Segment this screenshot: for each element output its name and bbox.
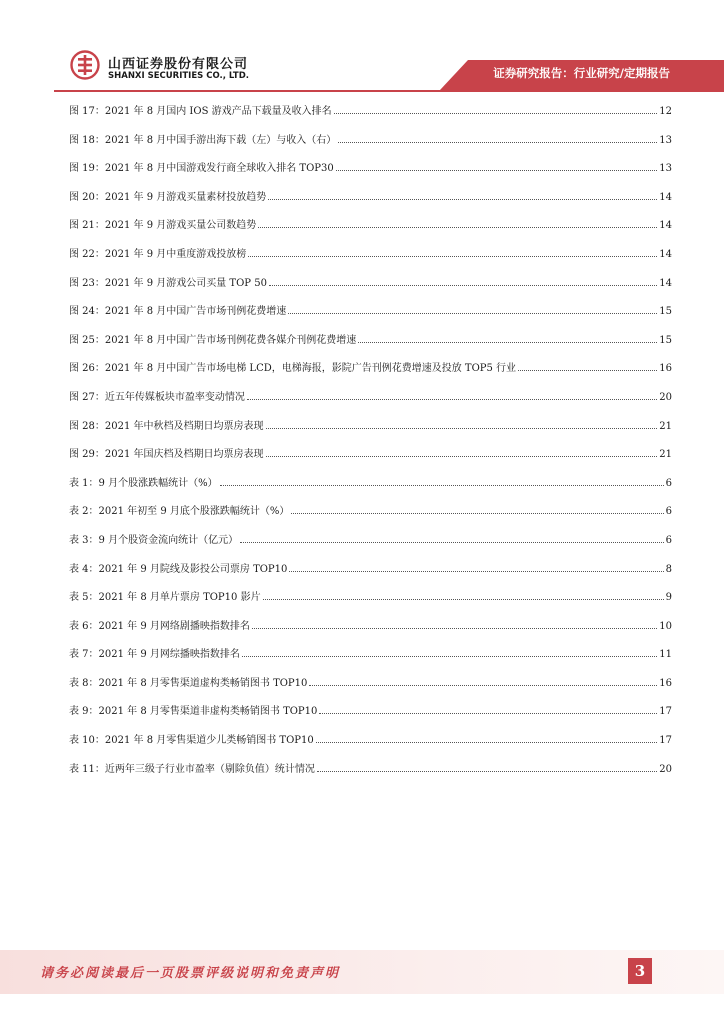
toc-dot-leader [248, 246, 657, 257]
toc-dot-leader [289, 561, 663, 572]
toc-dot-leader [338, 132, 657, 143]
toc-entry-label: 表 4：2021 年 9 月院线及影投公司票房 TOP10 [69, 563, 288, 575]
toc-entry-label: 表 5：2021 年 8 月单片票房 TOP10 影片 [69, 592, 261, 604]
toc-entry-page: 8 [665, 563, 672, 575]
table-of-contents [69, 103, 672, 789]
toc-entry-page: 6 [665, 506, 672, 518]
toc-dot-leader [358, 332, 657, 343]
toc-entry[interactable] [69, 246, 672, 275]
toc-entry-label: 表 8：2021 年 8 月零售渠道虚构类畅销图书 TOP10 [69, 677, 308, 689]
toc-entry-label: 图 23：2021 年 9 月游戏公司买量 TOP 50 [69, 277, 267, 289]
toc-dot-leader [247, 389, 657, 400]
toc-dot-leader [242, 646, 657, 657]
toc-entry-label: 图 25：2021 年 8 月中国广告市场刊例花费各媒介刊例花费增速 [69, 334, 357, 346]
toc-entry[interactable] [69, 132, 672, 161]
toc-dot-leader [240, 532, 664, 543]
toc-entry[interactable] [69, 732, 672, 761]
toc-dot-leader [309, 675, 657, 686]
toc-dot-leader [266, 446, 658, 457]
toc-dot-leader [220, 475, 664, 486]
toc-entry-page: 14 [659, 277, 672, 289]
toc-entry[interactable] [69, 389, 672, 418]
toc-entry-page: 20 [659, 763, 672, 775]
toc-entry-page: 21 [659, 449, 672, 461]
toc-entry-page: 6 [665, 477, 672, 489]
toc-entry-page: 15 [659, 306, 672, 318]
toc-entry[interactable] [69, 332, 672, 361]
toc-entry[interactable] [69, 446, 672, 475]
toc-entry-label: 表 7：2021 年 9 月网综播映指数排名 [69, 649, 240, 661]
toc-entry[interactable] [69, 703, 672, 732]
toc-entry[interactable] [69, 503, 672, 532]
header-divider [54, 90, 724, 92]
toc-entry-label: 表 9：2021 年 8 月零售渠道非虚构类畅销图书 TOP10 [69, 706, 318, 718]
toc-entry-label: 表 1：9 月个股涨跌幅统计（%） [69, 477, 218, 489]
shanxi-securities-logo-icon [70, 50, 100, 80]
toc-entry[interactable] [69, 646, 672, 675]
toc-entry-page: 9 [665, 592, 672, 604]
toc-entry-page: 14 [659, 220, 672, 232]
toc-entry-page: 17 [659, 706, 672, 718]
toc-entry-label: 表 11：近两年三级子行业市盈率（剔除负值）统计情况 [69, 763, 315, 775]
toc-dot-leader [518, 360, 657, 371]
toc-entry-page: 14 [659, 248, 672, 260]
toc-entry-label: 图 19：2021 年 8 月中国游戏发行商全球收入排名 TOP30 [69, 163, 334, 175]
toc-entry[interactable] [69, 189, 672, 218]
toc-entry[interactable] [69, 475, 672, 504]
toc-entry-label: 表 2：2021 年初至 9 月底个股涨跌幅统计（%） [69, 506, 290, 518]
toc-entry-label: 图 24：2021 年 8 月中国广告市场刊例花费增速 [69, 306, 287, 318]
toc-entry-label: 图 18：2021 年 8 月中国手游出海下载（左）与收入（右） [69, 134, 337, 146]
toc-dot-leader [269, 275, 657, 286]
toc-entry-page: 21 [659, 420, 672, 432]
toc-entry-page: 16 [659, 677, 672, 689]
toc-entry-label: 图 29：2021 年国庆档及档期日均票房表现 [69, 449, 264, 461]
toc-entry[interactable] [69, 532, 672, 561]
toc-entry[interactable] [69, 618, 672, 647]
toc-entry-page: 10 [659, 620, 672, 632]
toc-entry-page: 13 [659, 163, 672, 175]
toc-dot-leader [316, 732, 658, 743]
toc-dot-leader [266, 418, 658, 429]
toc-dot-leader [291, 503, 663, 514]
toc-entry-label: 图 21：2021 年 9 月游戏买量公司数趋势 [69, 220, 257, 232]
toc-entry-label: 图 26：2021 年 8 月中国广告市场电梯 LCD，电梯海报，影院广告刊例花费增速及投放 TOP5 行业 [69, 363, 517, 375]
page-number: 3 [628, 958, 652, 984]
toc-entry[interactable] [69, 303, 672, 332]
company-name-en: SHANXI SECURITIES CO., LTD. [108, 71, 250, 81]
toc-entry[interactable] [69, 217, 672, 246]
toc-entry[interactable] [69, 160, 672, 189]
toc-entry-page: 11 [659, 649, 672, 661]
toc-entry-page: 13 [659, 134, 672, 146]
toc-entry-page: 17 [659, 735, 672, 747]
disclaimer-note: 请务必阅读最后一页股票评级说明和免责声明 [40, 966, 341, 981]
toc-entry[interactable] [69, 675, 672, 704]
toc-entry-label: 图 20：2021 年 9 月游戏买量素材投放趋势 [69, 191, 267, 203]
page-header [0, 0, 724, 96]
toc-entry-label: 图 28：2021 年中秋档及档期日均票房表现 [69, 420, 264, 432]
toc-entry[interactable] [69, 103, 672, 132]
toc-dot-leader [258, 217, 657, 228]
toc-entry-page: 12 [659, 106, 672, 117]
toc-entry[interactable] [69, 275, 672, 304]
toc-dot-leader [319, 703, 657, 714]
toc-dot-leader [317, 761, 657, 772]
toc-entry-label: 图 17：2021 年 8 月国内 IOS 游戏产品下载量及收入排名 [69, 106, 332, 117]
toc-entry-label: 表 6：2021 年 9 月网络剧播映指数排名 [69, 620, 250, 632]
toc-entry-label: 图 27：近五年传媒板块市盈率变动情况 [69, 391, 245, 403]
toc-entry-label: 表 10：2021 年 8 月零售渠道少儿类畅销图书 TOP10 [69, 735, 314, 747]
toc-entry-page: 15 [659, 334, 672, 346]
company-name-cn: 山西证券股份有限公司 [108, 57, 249, 72]
toc-entry[interactable] [69, 761, 672, 790]
toc-entry-page: 6 [665, 534, 672, 546]
toc-entry-label: 图 22：2021 年 9 月中重度游戏投放榜 [69, 248, 247, 260]
toc-dot-leader [268, 189, 657, 200]
toc-entry[interactable] [69, 561, 672, 590]
toc-entry[interactable] [69, 589, 672, 618]
toc-dot-leader [336, 160, 658, 171]
report-type-tag: 证券研究报告：行业研究/定期报告 [493, 66, 670, 80]
toc-dot-leader [334, 103, 658, 114]
toc-entry-page: 20 [659, 391, 672, 403]
toc-dot-leader [288, 303, 657, 314]
toc-dot-leader [252, 618, 657, 629]
toc-entry[interactable] [69, 418, 672, 447]
toc-entry[interactable] [69, 360, 672, 389]
toc-dot-leader [263, 589, 664, 600]
toc-entry-label: 表 3：9 月个股资金流向统计（亿元） [69, 534, 239, 546]
toc-entry-page: 14 [659, 191, 672, 203]
toc-entry-page: 16 [659, 363, 672, 375]
